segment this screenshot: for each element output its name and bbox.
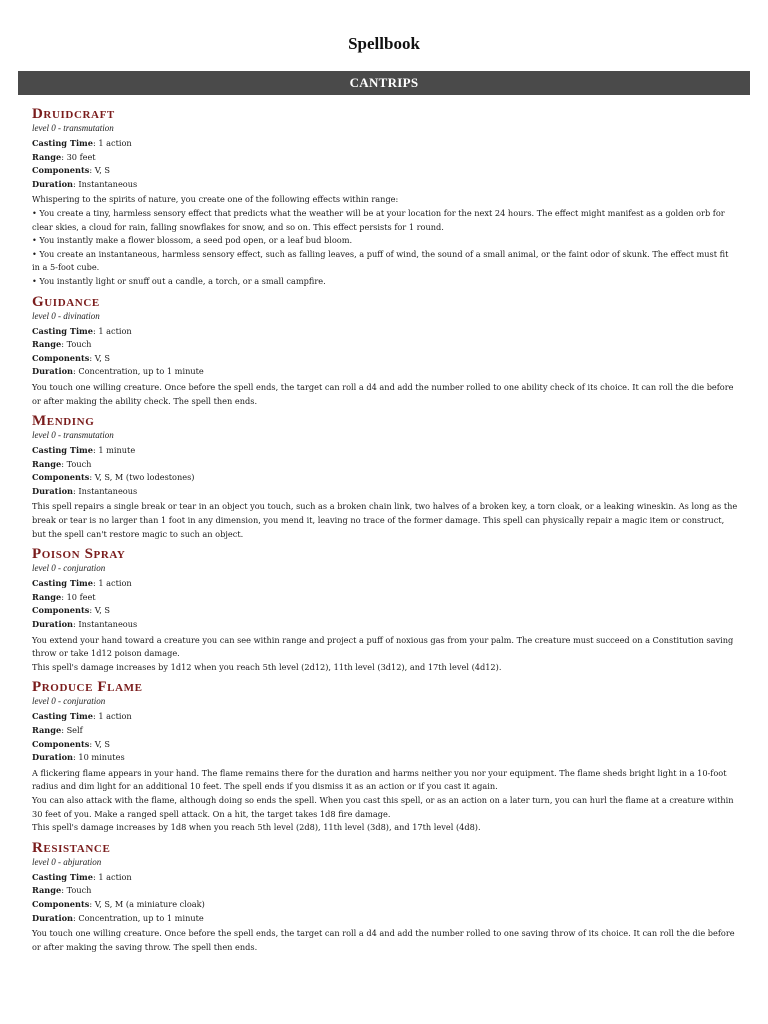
duration-value: 10 minutes xyxy=(78,752,125,763)
components-row: Components: V, S, M (a miniature cloak) xyxy=(32,898,205,909)
spell-entry xyxy=(32,294,738,409)
description-paragraph: • You create an instantaneous, harmless sensory effect, such as falling leaves, a puff of wind, the sound of a small animal, or the faint odor of skunk. The effect must fit in a 5-foot cube. xyxy=(32,248,729,273)
spell-description xyxy=(32,634,738,675)
components-row: Components: V, S xyxy=(32,352,111,363)
casting-time-row: Casting Time: 1 action xyxy=(32,138,132,148)
description-paragraph: You extend your hand toward a creature you can see within range and project a puff of noxious gas from your palm. The creature must succeed on a Constitution saving throw or take 1d12 poison damage. xyxy=(32,634,734,659)
description-paragraph: This spell repairs a single break or tear in an object you touch, such as a broken chain link, two halves of a broken key, a torn cloak, or a leaking wineskin. As long as the break or tear is no larger than 1 foot in any dimension, you mend it, leaving no trace of the former damage. This spell can physically repair a magic item or construct, but the spell can't restore magic to such an object. xyxy=(32,501,738,539)
range-value: Touch xyxy=(66,458,92,469)
range-label: Range xyxy=(32,591,62,602)
casting-time-value: 1 action xyxy=(98,711,132,722)
casting-time-label: Casting Time xyxy=(32,711,93,722)
casting-time-value: 1 action xyxy=(98,871,132,882)
components-value: V, S xyxy=(94,738,111,749)
duration-label: Duration xyxy=(32,178,73,189)
description-paragraph: A flickering flame appears in your hand. The flame remains there for the duration and harms neither you nor your equipment. The flame sheds bright light in a 10-foot radius and dim light for an additional 10 feet. The spell ends if you dismiss it as an action or if you cast it again. xyxy=(32,767,727,792)
description-paragraph: This spell's damage increases by 1d12 when you reach 5th level (2d12), 11th level (3d12), and 17th level (4d12). xyxy=(32,661,502,672)
description-paragraph: • You instantly light or snuff out a candle, a torch, or a small campfire. xyxy=(32,275,326,286)
duration-label: Duration xyxy=(32,485,73,496)
spell-description xyxy=(32,500,738,541)
duration-row: Duration: 10 minutes xyxy=(32,752,125,763)
range-label: Range xyxy=(32,458,62,469)
description-paragraph: Whispering to the spirits of nature, you create one of the following effects within range: xyxy=(32,194,399,205)
spell-entry xyxy=(32,106,738,289)
range-value: Self xyxy=(66,725,83,735)
casting-time-label: Casting Time xyxy=(32,138,93,148)
spell-description xyxy=(32,381,738,408)
description-paragraph: You can also attack with the flame, although doing so ends the spell. When you cast this spell, or as an action on a later turn, you can hurl the flame at a creature within 30 feet of you. Make a ranged spell attack. On a hit, the target takes 1d8 fire damage. xyxy=(32,794,734,819)
description-paragraph: You touch one willing creature. Once before the spell ends, the target can roll a d4 and add the number rolled to one saving throw of its choice. It can roll the die before or after making the saving throw. The spell then ends. xyxy=(32,928,735,952)
spell-entry xyxy=(32,840,738,955)
spell-description xyxy=(32,767,738,835)
duration-row: Duration: Concentration, up to 1 minute xyxy=(32,366,204,377)
duration-value: Instantaneous xyxy=(78,485,138,496)
duration-row: Duration: Instantaneous xyxy=(32,485,138,496)
duration-label: Duration xyxy=(32,912,73,923)
duration-row: Duration: Instantaneous xyxy=(32,178,138,189)
spell-entry xyxy=(32,413,738,541)
description-paragraph: • You create a tiny, harmless sensory effect that predicts what the weather will be at your location for the next 24 hours. The effect might manifest as a golden orb for clear skies, a cloud for rain, falling snowflakes for snow, and so on. This effect persists for 1 round. xyxy=(32,207,725,232)
casting-time-row: Casting Time: 1 action xyxy=(32,711,132,722)
range-label: Range xyxy=(32,339,62,350)
description-paragraph: This spell's damage increases by 1d8 when you reach 5th level (2d8), 11th level (3d8), and 17th level (4d8). xyxy=(32,822,481,833)
casting-time-label: Casting Time xyxy=(32,871,93,882)
casting-time-row: Casting Time: 1 minute xyxy=(32,445,136,456)
duration-label: Duration xyxy=(32,619,73,630)
components-row: Components: V, S xyxy=(32,738,111,749)
spell-level: level 0 - abjuration xyxy=(32,856,102,867)
casting-time-label: Casting Time xyxy=(32,445,93,456)
components-value: V, S xyxy=(94,605,111,616)
range-row: Range: Touch xyxy=(32,339,92,350)
casting-time-label: Casting Time xyxy=(32,578,93,589)
spell-entry xyxy=(32,679,738,834)
range-row: Range: 30 feet xyxy=(32,151,96,162)
duration-value: Concentration, up to 1 minute xyxy=(78,366,204,377)
components-value: V, S, M (a miniature cloak) xyxy=(94,898,205,909)
spell-description xyxy=(32,193,738,288)
range-label: Range xyxy=(32,725,62,735)
page-title: Spellbook xyxy=(348,34,420,53)
range-value: 30 feet xyxy=(66,151,96,162)
components-label: Components xyxy=(32,165,90,176)
spell-name: Guidance xyxy=(32,293,100,310)
spell-name: Poison Spray xyxy=(32,546,126,563)
components-label: Components xyxy=(32,352,90,363)
casting-time-value: 1 action xyxy=(98,325,132,336)
spell-name: Mending xyxy=(32,413,95,430)
components-label: Components xyxy=(32,605,90,616)
components-row: Components: V, S xyxy=(32,165,111,176)
range-value: 10 feet xyxy=(66,591,96,602)
components-label: Components xyxy=(32,898,90,909)
components-row: Components: V, S, M (two lodestones) xyxy=(32,472,195,483)
duration-value: Instantaneous xyxy=(78,619,138,630)
components-row: Components: V, S xyxy=(32,605,111,616)
spell-level: level 0 - transmutation xyxy=(32,123,114,133)
range-value: Touch xyxy=(66,885,92,896)
spell-description xyxy=(32,927,738,954)
section-header xyxy=(18,71,750,95)
description-paragraph: You touch one willing creature. Once before the spell ends, the target can roll a d4 and add the number rolled to one ability check of its choice. It can roll the die before or after making the ability check. The spell then ends. xyxy=(32,381,734,406)
duration-value: Concentration, up to 1 minute xyxy=(78,912,204,923)
spell-name: Druidcraft xyxy=(32,106,115,122)
spell-list xyxy=(32,106,738,959)
duration-label: Duration xyxy=(32,366,73,377)
range-row: Range: Touch xyxy=(32,458,92,469)
spell-name: Produce Flame xyxy=(32,679,143,696)
casting-time-value: 1 minute xyxy=(98,445,136,456)
casting-time-value: 1 action xyxy=(98,578,132,589)
components-label: Components xyxy=(32,738,90,749)
casting-time-row: Casting Time: 1 action xyxy=(32,325,132,336)
components-value: V, S xyxy=(94,165,111,176)
casting-time-label: Casting Time xyxy=(32,325,93,336)
description-paragraph: • You instantly make a flower blossom, a seed pod open, or a leaf bud bloom. xyxy=(32,235,353,246)
components-value: V, S xyxy=(94,352,111,363)
duration-value: Instantaneous xyxy=(78,178,138,189)
spell-level: level 0 - conjuration xyxy=(32,696,106,707)
range-label: Range xyxy=(32,151,62,162)
range-row: Range: Touch xyxy=(32,885,92,896)
casting-time-row: Casting Time: 1 action xyxy=(32,871,132,882)
components-label: Components xyxy=(32,472,90,483)
spell-level: level 0 - divination xyxy=(32,310,100,321)
spell-name: Resistance xyxy=(32,839,111,856)
spell-level: level 0 - transmutation xyxy=(32,430,114,441)
section-title: CANTRIPS xyxy=(349,75,419,90)
duration-row: Duration: Concentration, up to 1 minute xyxy=(32,912,204,923)
duration-row: Duration: Instantaneous xyxy=(32,619,138,630)
duration-label: Duration xyxy=(32,752,73,763)
range-value: Touch xyxy=(66,339,92,350)
spell-level: level 0 - conjuration xyxy=(32,563,106,574)
range-row: Range: Self xyxy=(32,725,83,735)
range-row: Range: 10 feet xyxy=(32,591,96,602)
range-label: Range xyxy=(32,885,62,896)
casting-time-value: 1 action xyxy=(98,138,132,148)
casting-time-row: Casting Time: 1 action xyxy=(32,578,132,589)
components-value: V, S, M (two lodestones) xyxy=(94,472,195,483)
spell-entry xyxy=(32,546,738,674)
